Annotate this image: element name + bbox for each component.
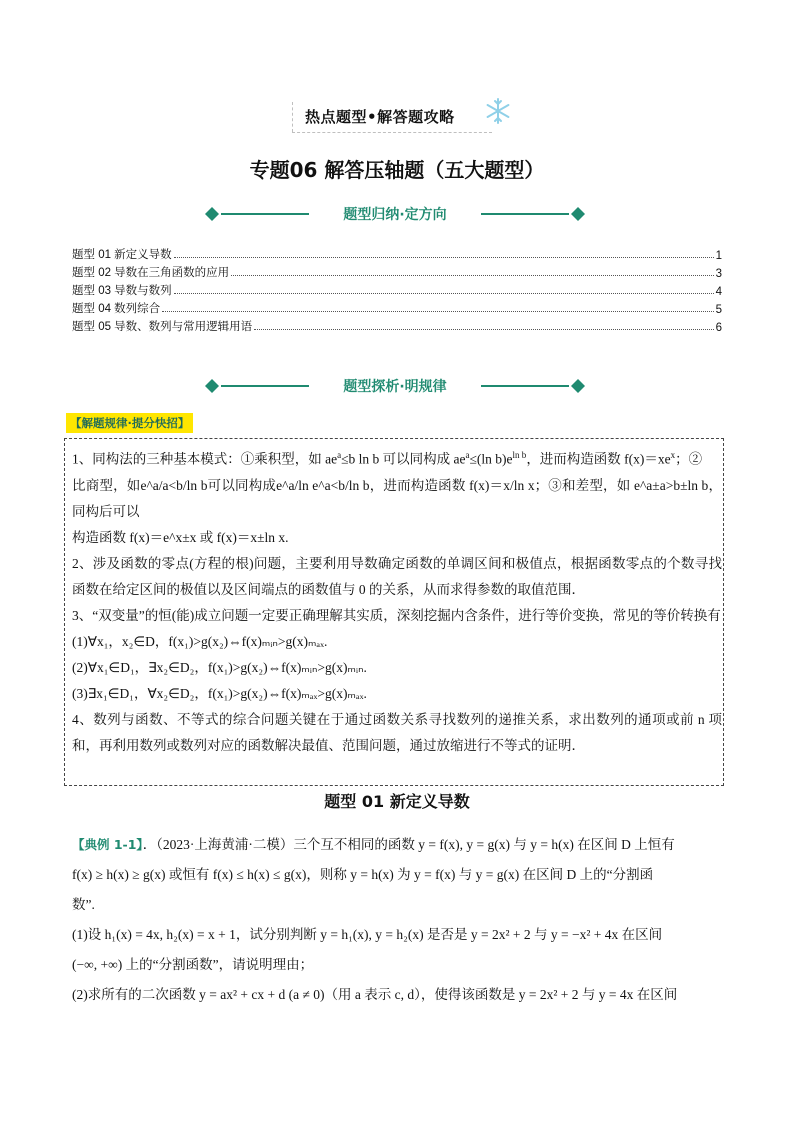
tip-line: 构造函数 f(x)＝e^x±x 或 f(x)＝x±ln x.: [72, 529, 289, 545]
toc-item[interactable]: [72, 280, 722, 298]
toc-item[interactable]: [72, 262, 722, 280]
example-line: 【典例 1-1】．（2023·上海黄浦·二模）三个互不相同的函数 y = f(x), y = g(x) 与 y = h(x) 在区间 D 上恒有: [72, 837, 675, 852]
toc-item-label: 题型 04 数列综合: [72, 303, 161, 315]
tip-line: 1、同构法的三种基本模式：①乘积型，如 $ae^a\le b$ ln b 可以同构成 $ae^a\le(\ln$ $b)e^{ln b}$，进而构造函数 $f(x)=xe^x$；②: [72, 450, 703, 467]
toc-item-label: 题型 01 新定义导数: [72, 249, 172, 261]
tip-line: 2、涉及函数的零点(方程的根)问题，主要利用导数确定函数的单调区间和极值点，根据函数零点的个数寻找函数在给定区间的极值以及区间端点的函数值与 0 的关系，从而求得参数的取值范围．: [72, 555, 722, 597]
toc-item[interactable]: [72, 298, 722, 316]
snowflake-icon: [484, 97, 512, 125]
toc-item-page: 1: [715, 250, 722, 262]
banner-title: 热点题型•解答题攻略: [305, 108, 455, 126]
toc-section-label: 题型归纳·定方向: [343, 207, 447, 223]
toc-leader: [174, 257, 714, 258]
table-of-contents: [72, 244, 722, 334]
toc-item[interactable]: [72, 316, 722, 334]
diamond-right-icon: [571, 379, 585, 393]
diamond-right-icon: [571, 207, 585, 221]
example-line: (1)设 h₁(x) = 4x, h₂(x) = x + 1，试分别判断 y = h₁(x), y = h₂(x) 是否是 y = 2x² + 2 与 y = −x² + 4x 在区间: [72, 927, 663, 942]
toc-section-header: [205, 204, 585, 224]
tip-line: (1)∀x₁，x₂∈D，f(x₁)>g(x₂)⇔f(x)ₘᵢₙ>g(x)ₘₐₓ.: [72, 633, 328, 649]
tip-line: 比商型，如e^a/a<b/ln b可以同构成e^a/ln e^a<b/ln b，进而构造函数 f(x)＝x/ln x；③和差型，如 e^a±a>b±ln b，同构后可以: [72, 477, 722, 519]
example-block: [72, 830, 722, 1010]
example-line: 数”.: [72, 897, 95, 912]
tip-line: (2)∀x₁∈D₁，∃x₂∈D₂，f(x₁)>g(x₂)⇔f(x)ₘᵢₙ>g(x)ₘᵢₙ.: [72, 659, 367, 675]
example-line: f(x) ≥ h(x) ≥ g(x) 或恒有 f(x) ≤ h(x) ≤ g(x)，则称 y = h(x) 为 y = f(x) 与 y = g(x) 在区间 D 上的“分割函: [72, 867, 654, 882]
toc-item-page: 5: [715, 304, 722, 316]
example-tag: 【典例 1-1】: [72, 837, 143, 852]
tip-line: 4、数列与函数、不等式的综合问题关键在于通过函数关系寻找数列的递推关系，求出数列的通项或前 n 项和，再利用数列或数列对应的函数解决最值、范围问题，通过放缩进行不等式的证明．: [72, 711, 722, 753]
banner-underline: [292, 132, 492, 133]
toc-item-label: 题型 03 导数与数列: [72, 285, 172, 297]
toc-leader: [162, 311, 713, 312]
example-line: (−∞, +∞) 上的“分割函数”，请说明理由；: [72, 957, 314, 972]
banner-divider: [292, 102, 294, 132]
toc-item-label: 题型 02 导数在三角函数的应用: [72, 267, 230, 279]
tips-badge: 【解题规律·提分快招】: [66, 413, 193, 433]
section-title: 题型 01 新定义导数: [324, 792, 470, 811]
tips-content: [72, 442, 722, 759]
toc-leader: [174, 293, 714, 294]
explore-section-header: [205, 376, 585, 396]
example-line: (2)求所有的二次函数 y = ax² + cx + d (a ≠ 0)（用 a 表示 c, d），使得该函数是 y = 2x² + 2 与 y = 4x 在区间: [72, 987, 678, 1002]
toc-item-page: 4: [715, 286, 722, 298]
toc-leader: [231, 275, 713, 276]
toc-leader: [254, 329, 713, 330]
tip-line: 3、“双变量”的恒(能)成立问题一定要正确理解其实质，深刻挖掘内含条件，进行等价变换，常见的等价转换有: [72, 607, 721, 623]
tip-line: (3)∃x₁∈D₁，∀x₂∈D₂，f(x₁)>g(x₂)⇔f(x)ₘₐₓ>g(x)ₘₐₓ.: [72, 685, 367, 701]
page-title: 专题06 解答压轴题（五大题型）: [249, 158, 545, 182]
header-line-right: [481, 385, 569, 387]
toc-item-label: 题型 05 导数、数列与常用逻辑用语: [72, 321, 253, 333]
toc-item-page: 3: [715, 268, 722, 280]
header-line-right: [481, 213, 569, 215]
explore-section-label: 题型探析·明规律: [343, 379, 447, 395]
toc-item-page: 6: [715, 322, 722, 334]
toc-item[interactable]: [72, 244, 722, 262]
